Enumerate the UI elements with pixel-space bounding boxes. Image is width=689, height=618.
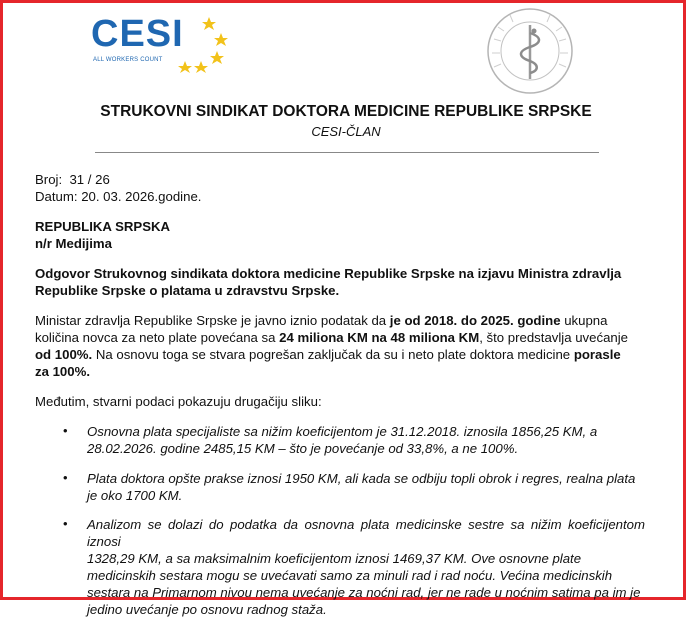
bullet-marker: •	[63, 423, 68, 438]
eu-stars-icon	[91, 11, 241, 73]
cesi-tagline: ALL WORKERS COUNT	[93, 57, 163, 63]
organization-subtitle: CESI-ČLAN	[311, 124, 381, 139]
intro-line-2: količina novca za neto plate povećana sa 24 miliona KM na 48 miliona KM, što predstavlja uvećanje	[35, 330, 629, 345]
bullet-marker: •	[63, 470, 68, 485]
document-number: Broj: 31 / 26	[35, 172, 110, 187]
however-line: Međutim, stvarni podaci pokazuju drugačiju sliku:	[35, 394, 322, 409]
intro-line-4: za 100%.	[35, 364, 90, 379]
list-item: Osnovna plata specijaliste sa nižim koeficijentom je 31.12.2018. iznosila 1856,25 KM, a 28.02.2026. godine 2485,15 KM – što je povećanje od 33,8%, a ne 100%.	[87, 424, 598, 456]
header-divider	[95, 152, 599, 153]
subject-line-1: Odgovor Strukovnog sindikata doktora medicine Republike Srpske na izjavu Ministra zdravlja	[35, 266, 622, 281]
cesi-logo	[91, 11, 241, 73]
document-date: Datum: 20. 03. 2026.godine.	[35, 189, 202, 204]
union-seal-icon	[476, 7, 584, 99]
intro-line-1: Ministar zdravlja Republike Srpske je javno iznio podatak da je od 2018. do 2025. godine ukupna	[35, 313, 608, 328]
recipient-line-2: n/r Medijima	[35, 236, 112, 251]
list-item: Analizom se dolazi do podatka da osnovna plata medicinske sestre sa nižim koeficijentom iznosi 1328,29 KM, a sa maksimalnim koeficijentom iznosi 1469,37 KM. Ove osnovne plate medicinskih sestara mogu se uvećavati samo za minuli rad i rad noću. Većina medicinskih sestara na Primarnom nivou nema uvećanje za noćni rad, jer ne rade u noćnim satima pa im je jedino uvećanje po osnovu radnog staža.	[87, 517, 645, 617]
list-item: Plata doktora opšte prakse iznosi 1950 KM, ali kada se odbiju topli obrok i regres, realna plata je oko 1700 KM.	[87, 471, 636, 503]
recipient-line-1: REPUBLIKA SRPSKA	[35, 219, 171, 234]
intro-line-3: od 100%. Na osnovu toga se stvara pogrešan zaključak da su i neto plate doktora medicine porasle	[35, 347, 621, 362]
cesi-wordmark: CESI	[91, 13, 184, 55]
subject-line-2: Republike Srpske o platama u zdravstvu Srpske.	[35, 283, 340, 298]
bullet-marker: •	[63, 516, 68, 531]
organization-title: STRUKOVNI SINDIKAT DOKTORA MEDICINE REPUBLIKE SRPSKE	[100, 103, 592, 120]
